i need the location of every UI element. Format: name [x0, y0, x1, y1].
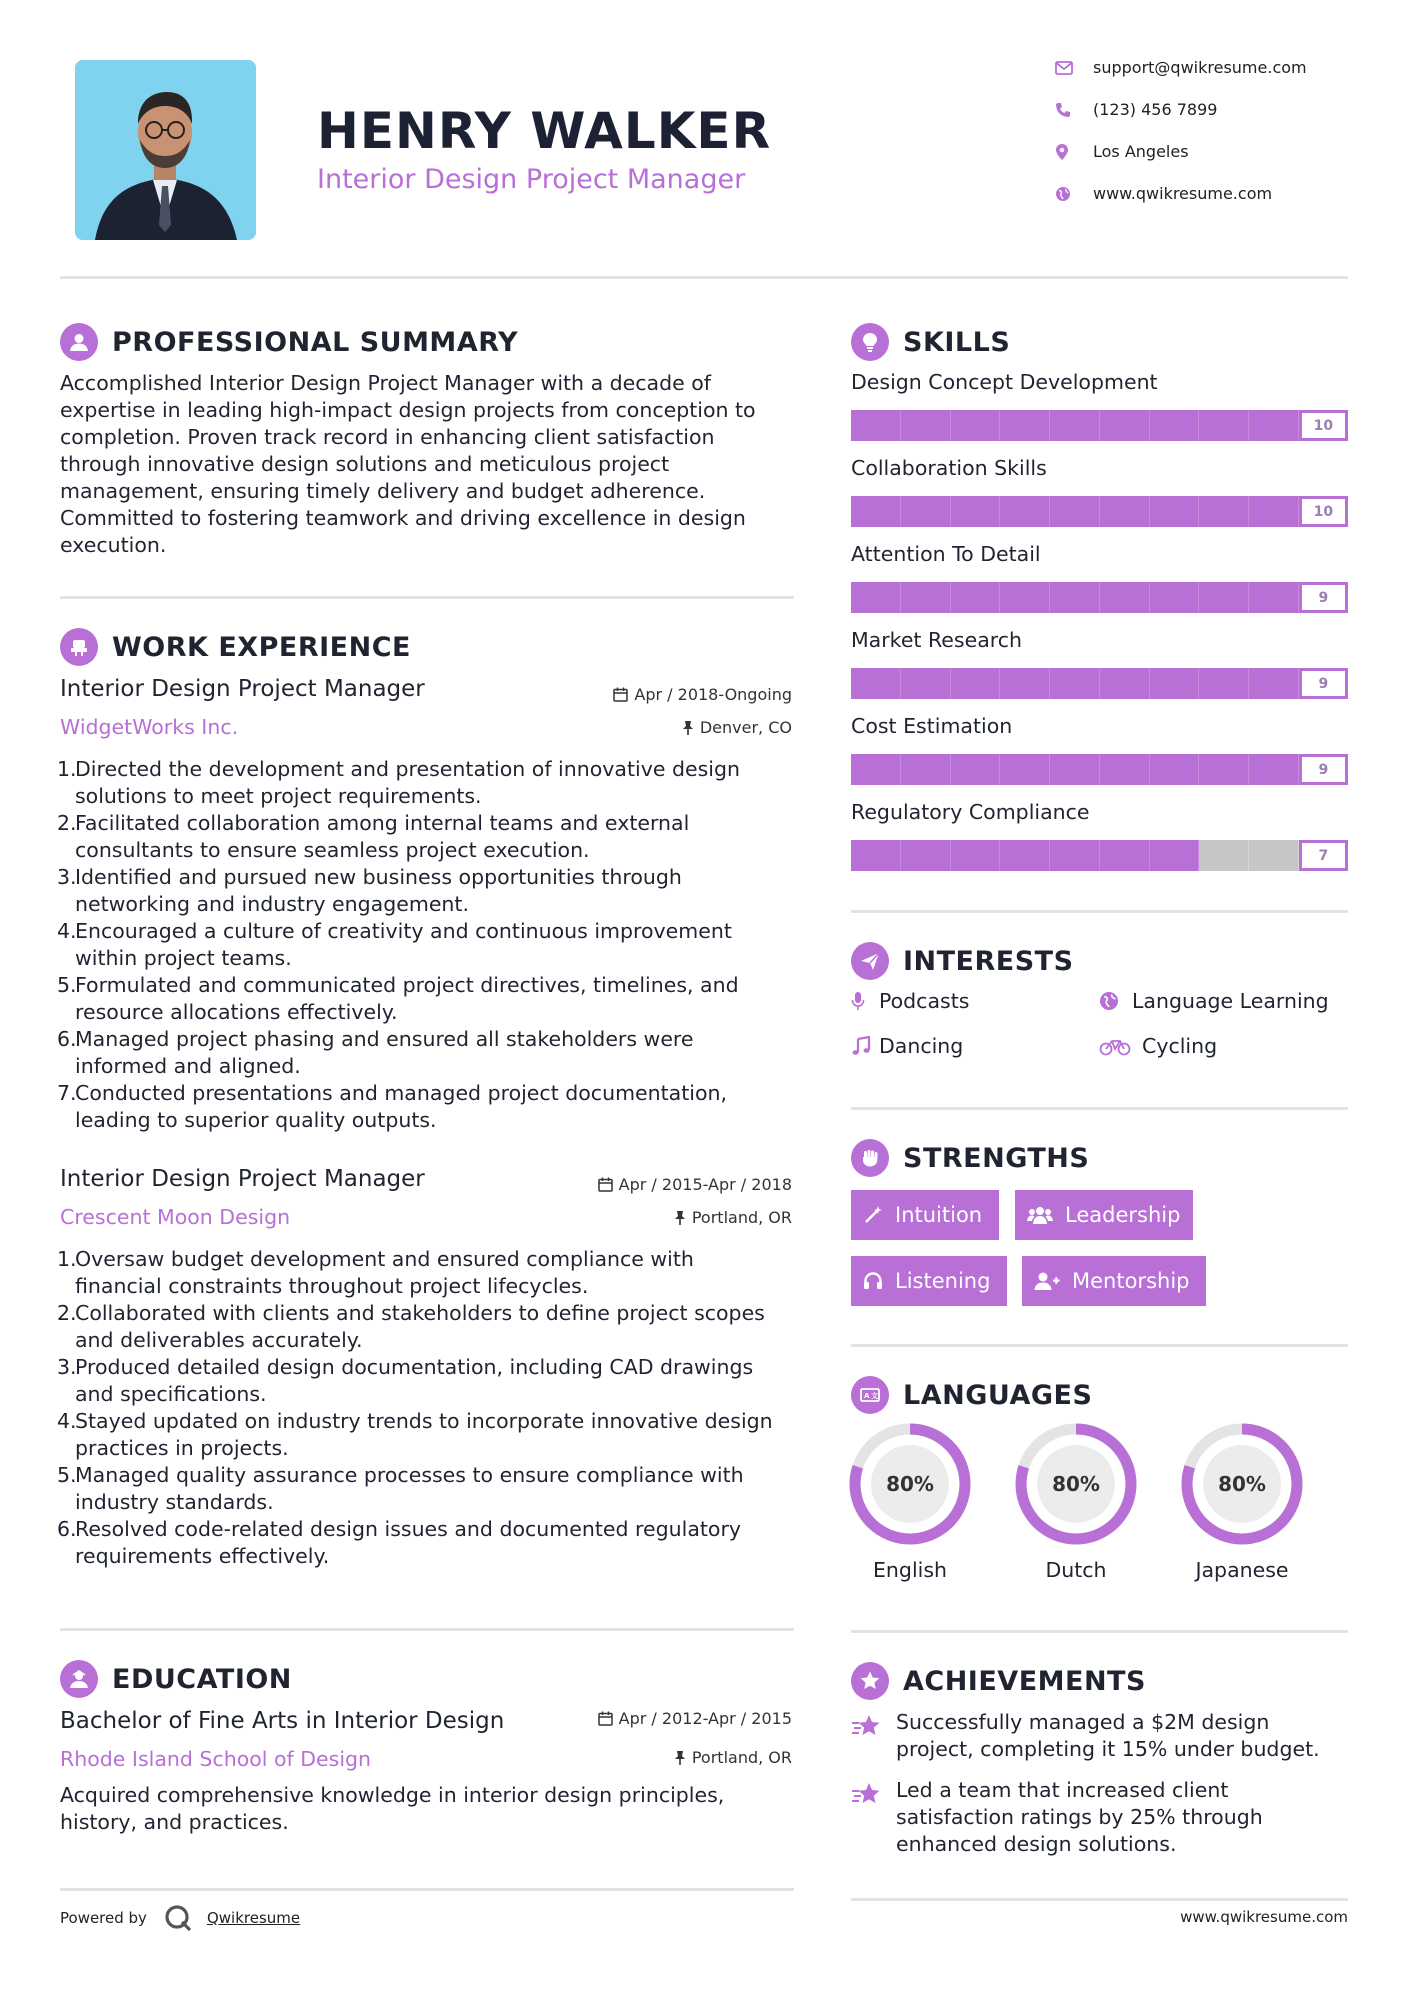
user-icon: [60, 323, 98, 361]
list-item: 1. Directed the development and presentation of innovative design solutions to meet project requirements.: [57, 757, 740, 808]
contact-phone[interactable]: [1055, 100, 1217, 119]
magic-wand-icon: [863, 1205, 883, 1225]
skill-bar-filled-segment: [851, 668, 901, 699]
pushpin-icon: [682, 720, 694, 736]
skill-bar-filled-segment: [951, 582, 1001, 613]
fist-icon: [851, 1139, 889, 1177]
skill-bar-filled-segment: [851, 840, 901, 871]
list-item: 2. Facilitated collaboration among internal teams and external consultants to ensure seamless project execution.: [57, 811, 690, 862]
skill-score: 7: [1299, 840, 1348, 871]
powered-by-text: Powered by: [60, 1909, 147, 1927]
skills-divider: [851, 910, 1348, 913]
candidate-name: HENRY WALKER: [317, 102, 772, 160]
skill-bar-filled-segment: [1000, 410, 1050, 441]
strength-label: Leadership: [1065, 1203, 1181, 1227]
skill-bar-filled-segment: [951, 496, 1001, 527]
work-section-header: [60, 628, 411, 666]
skill-bar: [851, 496, 1348, 527]
skill-bar-filled-segment: [1199, 496, 1249, 527]
skill-score: 10: [1299, 410, 1348, 441]
skill-bar: [851, 840, 1348, 871]
website-text: www.qwikresume.com: [1093, 184, 1273, 203]
globe-icon: [1099, 991, 1132, 1011]
achievement-text: Successfully managed a $2M design project, completing it 15% under budget.: [896, 1710, 1320, 1761]
qwikresume-logo-icon: [163, 1903, 193, 1933]
skill-bar-filled-segment: [1249, 496, 1299, 527]
skill-bar-filled-segment: [1199, 582, 1249, 613]
education-line: history, and practices.: [60, 1810, 289, 1834]
list-item: 3. Identified and pursued new business opportunities through networking and industry engagement.: [57, 865, 682, 916]
education-dates-text: Apr / 2012-Apr / 2015: [618, 1709, 792, 1728]
shooting-star-icon: [851, 1780, 883, 1808]
skill-bar-filled-segment: [1100, 840, 1150, 871]
skill-bar-filled-segment: [1100, 582, 1150, 613]
microphone-icon: [851, 991, 879, 1011]
school-name: Rhode Island School of Design: [60, 1747, 372, 1771]
strength-badge: [851, 1190, 999, 1240]
education-section-header: [60, 1660, 292, 1698]
skill-bar-filled-segment: [951, 840, 1001, 871]
job-dates: [572, 1175, 792, 1194]
summary-line: completion. Proven track record in enhancing client satisfaction: [60, 425, 715, 449]
strength-label: Listening: [895, 1269, 991, 1293]
paper-plane-icon: [851, 942, 889, 980]
skill-bar-filled-segment: [1249, 582, 1299, 613]
job-location-text: Denver, CO: [699, 718, 792, 737]
contact-location: [1055, 142, 1189, 161]
skills-section-header: [851, 323, 1010, 361]
job-location: [572, 718, 792, 737]
achievement-item: [851, 1709, 1320, 1763]
achievements-heading: ACHIEVEMENTS: [903, 1665, 1146, 1697]
list-item: 2. Collaborated with clients and stakeholders to define project scopes and deliverables accurately.: [57, 1301, 765, 1352]
skill-bar-filled-segment: [1249, 410, 1299, 441]
shooting-star-icon: [851, 1712, 883, 1740]
strength-badge: [1022, 1256, 1206, 1306]
skill-bar-filled-segment: [1199, 754, 1249, 785]
skill-label: Cost Estimation: [851, 714, 1013, 738]
education-location: [572, 1748, 792, 1767]
language-percent: 80%: [1218, 1472, 1266, 1496]
skill-bar-filled-segment: [1050, 496, 1100, 527]
strengths-section-header: [851, 1139, 1089, 1177]
achievements-divider: [851, 1898, 1348, 1901]
skill-score: 10: [1299, 496, 1348, 527]
education-description: [60, 1782, 800, 1836]
summary-text: [60, 370, 800, 559]
skill-score: 9: [1299, 668, 1348, 699]
skill-bar-filled-segment: [951, 754, 1001, 785]
job-dates-text: Apr / 2015-Apr / 2018: [618, 1175, 792, 1194]
summary-line: management, ensuring timely delivery and budget adherence.: [60, 479, 706, 503]
job-location: [572, 1208, 792, 1227]
skill-label: Design Concept Development: [851, 370, 1158, 394]
language-percent: 80%: [1052, 1472, 1100, 1496]
work-heading: WORK EXPERIENCE: [112, 631, 411, 663]
qwikresume-link[interactable]: Qwikresume: [206, 1909, 301, 1927]
skill-bar-filled-segment: [901, 668, 951, 699]
header-divider: [60, 276, 1348, 279]
contact-email[interactable]: [1055, 58, 1307, 77]
skill-bar-filled-segment: [851, 410, 901, 441]
contact-website[interactable]: [1055, 184, 1272, 203]
interest-label: Language Learning: [1132, 989, 1329, 1013]
skill-bar-filled-segment: [951, 410, 1001, 441]
calendar-icon: [613, 687, 628, 702]
interests-section-header: [851, 942, 1074, 980]
interests-divider: [851, 1107, 1348, 1110]
job-duties-list: [57, 1246, 807, 1570]
job-location-text: Portland, OR: [691, 1208, 792, 1227]
summary-divider: [60, 596, 794, 599]
calendar-icon: [598, 1711, 613, 1726]
interests-heading: INTERESTS: [903, 945, 1074, 977]
achievement-text: Led a team that increased client satisfaction ratings by 25% through enhanced design solutions.: [896, 1778, 1263, 1856]
education-dates: [572, 1709, 792, 1728]
work-divider: [60, 1628, 794, 1631]
job-duties-list: [57, 756, 807, 1134]
users-icon: [1027, 1205, 1053, 1225]
language-ring: [1177, 1419, 1307, 1549]
interest-label: Podcasts: [879, 989, 970, 1013]
language-ring: [845, 1419, 975, 1549]
skill-bar-filled-segment: [1150, 496, 1200, 527]
language-name: Japanese: [1195, 1558, 1289, 1582]
user-plus-icon: [1034, 1271, 1060, 1291]
star-badge-icon: [851, 1662, 889, 1700]
skill-bar-filled-segment: [1150, 668, 1200, 699]
skill-bar-filled-segment: [1050, 410, 1100, 441]
envelope-icon: [1055, 61, 1093, 75]
skill-bar-filled-segment: [1000, 496, 1050, 527]
profile-photo: [75, 60, 256, 240]
skill-bar-filled-segment: [1150, 410, 1200, 441]
languages-divider: [851, 1630, 1348, 1633]
skill-bar-filled-segment: [1100, 754, 1150, 785]
graduate-icon: [60, 1660, 98, 1698]
briefcase-icon: [60, 628, 98, 666]
skill-bar-filled-segment: [1150, 582, 1200, 613]
interest-item: [1099, 1034, 1217, 1058]
svg-text:文: 文: [871, 1392, 878, 1400]
degree-title: Bachelor of Fine Arts in Interior Design: [60, 1708, 505, 1734]
skill-bar-filled-segment: [1000, 668, 1050, 699]
location-text: Los Angeles: [1093, 142, 1189, 161]
list-item: 5. Formulated and communicated project directives, timelines, and resource allocations effectively.: [57, 973, 739, 1024]
job-dates-text: Apr / 2018-Ongoing: [634, 685, 792, 704]
map-pin-icon: [1055, 143, 1093, 161]
skill-bar-empty-segment: [1249, 840, 1299, 871]
language-percent: 80%: [886, 1472, 934, 1496]
list-item: 6. Managed project phasing and ensured all stakeholders were informed and aligned.: [57, 1027, 694, 1078]
globe-icon: [1055, 186, 1093, 202]
education-location-text: Portland, OR: [691, 1748, 792, 1767]
language-name: English: [872, 1558, 948, 1582]
languages-section-header: [851, 1376, 1092, 1414]
interest-label: Dancing: [879, 1034, 964, 1058]
list-item: 6. Resolved code-related design issues and documented regulatory requirements effectively.: [57, 1517, 742, 1568]
list-item: 3. Produced detailed design documentation, including CAD drawings and specifications.: [57, 1355, 754, 1406]
skills-heading: SKILLS: [903, 326, 1011, 358]
skill-bar-filled-segment: [1150, 840, 1200, 871]
powered-by: [60, 1903, 300, 1933]
interest-label: Cycling: [1142, 1034, 1218, 1058]
skill-bar-filled-segment: [1050, 840, 1100, 871]
list-item: 5. Managed quality assurance processes to ensure compliance with industry standards.: [57, 1463, 744, 1514]
strength-badge: [1015, 1190, 1193, 1240]
skill-label: Attention To Detail: [851, 542, 1041, 566]
skill-score: 9: [1299, 754, 1348, 785]
education-heading: EDUCATION: [112, 1663, 292, 1695]
skill-bar-filled-segment: [1100, 668, 1150, 699]
interest-item: [1099, 989, 1329, 1013]
pushpin-icon: [674, 1750, 686, 1766]
skill-bar-filled-segment: [1249, 668, 1299, 699]
summary-line: expertise in leading high-impact design projects from conception to: [60, 398, 756, 422]
skill-bar-filled-segment: [851, 754, 901, 785]
strength-badge: [851, 1256, 1007, 1306]
skill-bar: [851, 582, 1348, 613]
skill-bar: [851, 668, 1348, 699]
language-card-icon: [851, 1376, 889, 1414]
skill-label: Collaboration Skills: [851, 456, 1047, 480]
bicycle-icon: [1099, 1036, 1142, 1056]
skill-bar-filled-segment: [1000, 840, 1050, 871]
candidate-title: Interior Design Project Manager: [317, 164, 746, 195]
language-ring: [1011, 1419, 1141, 1549]
phone-icon: [1055, 102, 1093, 118]
strengths-divider: [851, 1344, 1348, 1347]
skill-bar-filled-segment: [951, 668, 1001, 699]
skill-bar-filled-segment: [1100, 496, 1150, 527]
footer-website[interactable]: www.qwikresume.com: [1180, 1908, 1348, 1926]
skill-bar-filled-segment: [901, 840, 951, 871]
list-item: 4. Stayed updated on industry trends to incorporate innovative design practices in projects.: [57, 1409, 773, 1460]
skill-bar-filled-segment: [1199, 410, 1249, 441]
skill-bar-filled-segment: [1000, 582, 1050, 613]
skill-bar-filled-segment: [901, 496, 951, 527]
skill-bar-filled-segment: [851, 582, 901, 613]
job-title: Interior Design Project Manager: [60, 676, 425, 702]
skill-bar-filled-segment: [1050, 668, 1100, 699]
skill-label: Market Research: [851, 628, 1023, 652]
summary-line: execution.: [60, 533, 167, 557]
skill-bar-filled-segment: [1050, 754, 1100, 785]
lightbulb-icon: [851, 323, 889, 361]
summary-heading: PROFESSIONAL SUMMARY: [112, 326, 519, 358]
summary-line: Committed to fostering teamwork and driving excellence in design: [60, 506, 746, 530]
strengths-heading: STRENGTHS: [903, 1142, 1090, 1174]
skill-bar-filled-segment: [1050, 582, 1100, 613]
skill-bar-empty-segment: [1199, 840, 1249, 871]
education-divider: [60, 1888, 794, 1891]
skill-bar-filled-segment: [1100, 410, 1150, 441]
strength-label: Intuition: [895, 1203, 983, 1227]
skill-bar-filled-segment: [1199, 668, 1249, 699]
skill-bar-filled-segment: [901, 582, 951, 613]
skill-bar-filled-segment: [1000, 754, 1050, 785]
skill-bar-filled-segment: [901, 754, 951, 785]
skill-score: 9: [1299, 582, 1348, 613]
skill-bar-filled-segment: [1249, 754, 1299, 785]
skill-bar-filled-segment: [1150, 754, 1200, 785]
job-company: WidgetWorks Inc.: [60, 715, 239, 739]
list-item: 4. Encouraged a culture of creativity and continuous improvement within project teams.: [57, 919, 732, 970]
phone-text: (123) 456 7899: [1093, 100, 1218, 119]
summary-line: Accomplished Interior Design Project Manager with a decade of: [60, 371, 712, 395]
achievement-item: [851, 1777, 1263, 1858]
job-company: Crescent Moon Design: [60, 1205, 291, 1229]
calendar-icon: [598, 1177, 613, 1192]
achievements-section-header: [851, 1662, 1146, 1700]
job-dates: [572, 685, 792, 704]
music-note-icon: [851, 1036, 879, 1056]
summary-line: through innovative design solutions and meticulous project: [60, 452, 670, 476]
skill-bar: [851, 754, 1348, 785]
skill-bar-filled-segment: [851, 496, 901, 527]
strength-label: Mentorship: [1072, 1269, 1190, 1293]
headphones-icon: [863, 1271, 883, 1291]
skill-bar: [851, 410, 1348, 441]
email-text: support@qwikresume.com: [1093, 58, 1307, 77]
job-title: Interior Design Project Manager: [60, 1166, 425, 1192]
interest-item: [851, 989, 969, 1013]
interest-item: [851, 1034, 963, 1058]
languages-heading: LANGUAGES: [903, 1379, 1093, 1411]
svg-text:A: A: [864, 1392, 870, 1400]
list-item: 1. Oversaw budget development and ensured compliance with financial constraints throughout project lifecycles.: [57, 1247, 694, 1298]
skill-bar-filled-segment: [901, 410, 951, 441]
skill-label: Regulatory Compliance: [851, 800, 1090, 824]
summary-section-header: [60, 323, 518, 361]
language-name: Dutch: [1045, 1558, 1107, 1582]
pushpin-icon: [674, 1210, 686, 1226]
education-line: Acquired comprehensive knowledge in interior design principles,: [60, 1783, 725, 1807]
list-item: 7. Conducted presentations and managed project documentation, leading to superior quality outputs.: [57, 1081, 728, 1132]
